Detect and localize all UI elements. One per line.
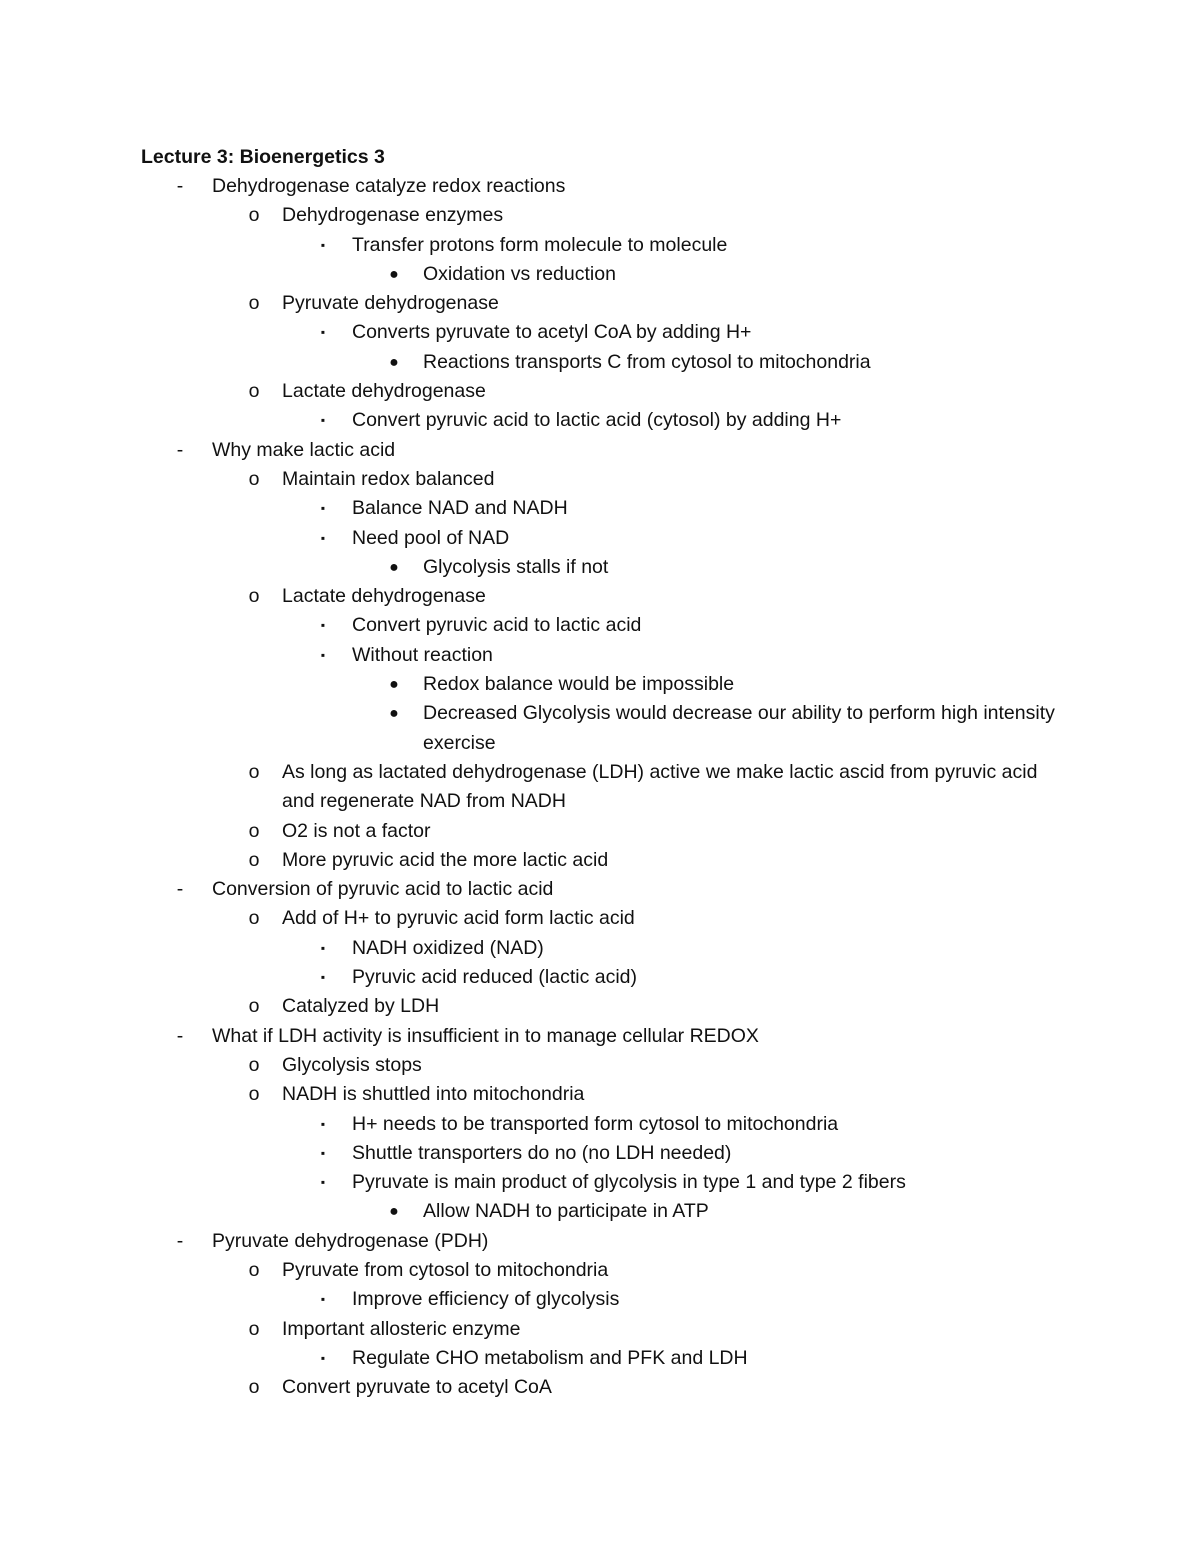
bullet-marker: - <box>176 878 184 901</box>
bullet-marker: o <box>248 848 260 871</box>
outline-item-text: Allow NADH to participate in ATP <box>423 1200 709 1223</box>
bullet-marker: o <box>248 380 260 403</box>
bullet-marker: ▪ <box>320 1292 326 1307</box>
bullet-marker: ● <box>389 265 399 283</box>
outline-item-text: Regulate CHO metabolism and PFK and LDH <box>352 1346 748 1369</box>
outline-item-text: O2 is not a factor <box>282 819 431 842</box>
bullet-marker: ● <box>389 1203 399 1221</box>
outline-item-text: More pyruvic acid the more lactic acid <box>282 848 609 871</box>
outline-item-level-3 <box>0 1285 1200 1314</box>
bullet-marker: ▪ <box>320 647 326 662</box>
bullet-marker: o <box>248 819 260 842</box>
bullet-marker: o <box>248 1258 260 1281</box>
bullet-marker: ▪ <box>320 1116 326 1131</box>
outline-item-text: NADH is shuttled into mitochondria <box>282 1083 585 1106</box>
outline-item-text: Decreased Glycolysis would decrease our ability to perform high intensity exercise <box>423 702 1055 754</box>
outline-item-text: Balance NAD and NADH <box>352 497 568 520</box>
bullet-marker: o <box>248 907 260 930</box>
outline-item-level-3 <box>0 934 1200 963</box>
outline-item-text: Pyruvate dehydrogenase <box>282 292 499 315</box>
outline-item-level-1 <box>0 1227 1200 1256</box>
bullet-marker: o <box>248 1376 260 1399</box>
outline-item-level-1 <box>0 875 1200 904</box>
bullet-marker: ▪ <box>320 325 326 340</box>
outline-item-level-4 <box>0 1197 1200 1226</box>
outline-item-level-2 <box>0 1315 1200 1344</box>
outline-item-text: Glycolysis stops <box>282 1053 422 1076</box>
bullet-marker: ▪ <box>320 1350 326 1365</box>
bullet-marker: o <box>248 1317 260 1340</box>
outline-item-level-3 <box>0 611 1200 640</box>
bullet-marker: o <box>248 760 260 783</box>
bullet-marker: o <box>248 1053 260 1076</box>
outline-item-level-4 <box>0 670 1200 699</box>
outline-item-level-2 <box>0 846 1200 875</box>
bullet-marker: o <box>248 1083 260 1106</box>
bullet-marker: o <box>248 292 260 315</box>
outline-item-level-2 <box>0 582 1200 611</box>
outline-item-level-3 <box>0 1139 1200 1168</box>
outline-item-level-2 <box>0 201 1200 230</box>
outline-item-level-4 <box>0 699 1200 758</box>
bullet-marker: ▪ <box>320 1175 326 1190</box>
outline-item-level-3 <box>0 641 1200 670</box>
bullet-marker: - <box>176 1229 184 1252</box>
outline-item-level-3 <box>0 963 1200 992</box>
bullet-marker: ● <box>389 705 399 723</box>
outline-item-level-2 <box>0 465 1200 494</box>
outline-item-text: Why make lactic acid <box>212 438 396 461</box>
outline-item-text: As long as lactated dehydrogenase (LDH) active we make lactic ascid from pyruvic acid and regenerate NAD from NADH <box>282 760 1038 813</box>
outline-item-text: Need pool of NAD <box>352 526 510 549</box>
bullet-marker: ▪ <box>320 618 326 633</box>
outline-item-level-3 <box>0 1110 1200 1139</box>
outline-item-text: Without reaction <box>352 643 493 666</box>
outline-item-text: Convert pyruvic acid to lactic acid <box>352 614 642 637</box>
outline-item-level-3 <box>0 1168 1200 1197</box>
outline-item-level-2 <box>0 1373 1200 1402</box>
outline-item-text: Converts pyruvate to acetyl CoA by adding H+ <box>352 321 752 344</box>
outline-item-level-1 <box>0 436 1200 465</box>
outline-item-text: What if LDH activity is insufficient in to manage cellular REDOX <box>212 1024 759 1047</box>
outline-item-text: Catalyzed by LDH <box>282 995 440 1018</box>
outline-item-level-2 <box>0 1051 1200 1080</box>
outline-item-level-2 <box>0 992 1200 1021</box>
outline-item-text: Oxidation vs reduction <box>423 262 616 285</box>
outline-item-level-1 <box>0 172 1200 201</box>
outline-item-level-2 <box>0 904 1200 933</box>
outline-item-text: Convert pyruvate to acetyl CoA <box>282 1376 552 1399</box>
outline-item-text: Add of H+ to pyruvic acid form lactic acid <box>282 907 635 930</box>
outline-item-text: Dehydrogenase catalyze redox reactions <box>212 175 566 197</box>
outline-item-level-3 <box>0 1344 1200 1373</box>
bullet-marker: ▪ <box>320 237 326 252</box>
outline-item-level-4 <box>0 553 1200 582</box>
outline-item-text: H+ needs to be transported form cytosol to mitochondria <box>352 1112 839 1135</box>
bullet-marker: ▪ <box>320 970 326 985</box>
outline-item-text: Conversion of pyruvic acid to lactic acid <box>212 878 554 901</box>
outline-item-level-2 <box>0 377 1200 406</box>
bullet-marker: ▪ <box>320 1145 326 1160</box>
bullet-marker: o <box>248 585 260 608</box>
outline-item-text: Improve efficiency of glycolysis <box>352 1288 620 1311</box>
outline-item-text: Pyruvate dehydrogenase (PDH) <box>212 1229 489 1252</box>
bullet-marker: o <box>248 204 260 227</box>
outline-item-level-4 <box>0 260 1200 289</box>
outline-item-text: Transfer protons form molecule to molecule <box>352 233 728 256</box>
outline-list <box>0 172 1200 1402</box>
outline-item-text: Reactions transports C from cytosol to mitochondria <box>423 350 871 373</box>
outline-item-text: Lactate dehydrogenase <box>282 380 486 403</box>
outline-item-text: Shuttle transporters do no (no LDH needed) <box>352 1141 732 1164</box>
bullet-marker: - <box>176 438 184 461</box>
outline-item-text: Redox balance would be impossible <box>423 673 735 696</box>
outline-item-level-3 <box>0 494 1200 523</box>
bullet-marker: o <box>248 467 260 490</box>
outline-item-level-1 <box>0 1022 1200 1051</box>
outline-item-text: Important allosteric enzyme <box>282 1317 521 1340</box>
bullet-marker: ● <box>389 558 399 576</box>
outline-item-level-2 <box>0 1256 1200 1285</box>
outline-item-level-3 <box>0 231 1200 260</box>
outline-item-text: Maintain redox balanced <box>282 467 495 490</box>
bullet-marker: ▪ <box>320 530 326 545</box>
outline-item-text: Dehydrogenase enzymes <box>282 204 504 227</box>
outline-item-level-2 <box>0 289 1200 318</box>
outline-item-text: Convert pyruvic acid to lactic acid (cytosol) by adding H+ <box>352 409 842 432</box>
outline-item-level-2 <box>0 817 1200 846</box>
bullet-marker: o <box>248 995 260 1018</box>
outline-item-text: NADH oxidized (NAD) <box>352 936 544 959</box>
outline-item-level-2 <box>0 1080 1200 1109</box>
bullet-marker: ● <box>389 676 399 694</box>
outline-item-level-3 <box>0 524 1200 553</box>
outline-item-level-2 <box>0 758 1200 817</box>
bullet-marker: ▪ <box>320 501 326 516</box>
outline-item-text: Pyruvate is main product of glycolysis in type 1 and type 2 fibers <box>352 1171 906 1194</box>
outline-item-text: Glycolysis stalls if not <box>423 555 609 578</box>
page-title: Lecture 3: Bioenergetics 3 <box>141 146 385 168</box>
outline-item-level-4 <box>0 348 1200 377</box>
bullet-marker: ▪ <box>320 940 326 955</box>
outline-item-level-3 <box>0 406 1200 435</box>
outline-item-level-3 <box>0 318 1200 347</box>
bullet-marker: ▪ <box>320 413 326 428</box>
bullet-marker: - <box>176 1024 184 1047</box>
outline-item-text: Pyruvate from cytosol to mitochondria <box>282 1258 609 1281</box>
bullet-marker: - <box>176 175 184 197</box>
bullet-marker: ● <box>389 353 399 371</box>
outline-item-text: Lactate dehydrogenase <box>282 585 486 608</box>
outline-item-text: Pyruvic acid reduced (lactic acid) <box>352 966 638 989</box>
